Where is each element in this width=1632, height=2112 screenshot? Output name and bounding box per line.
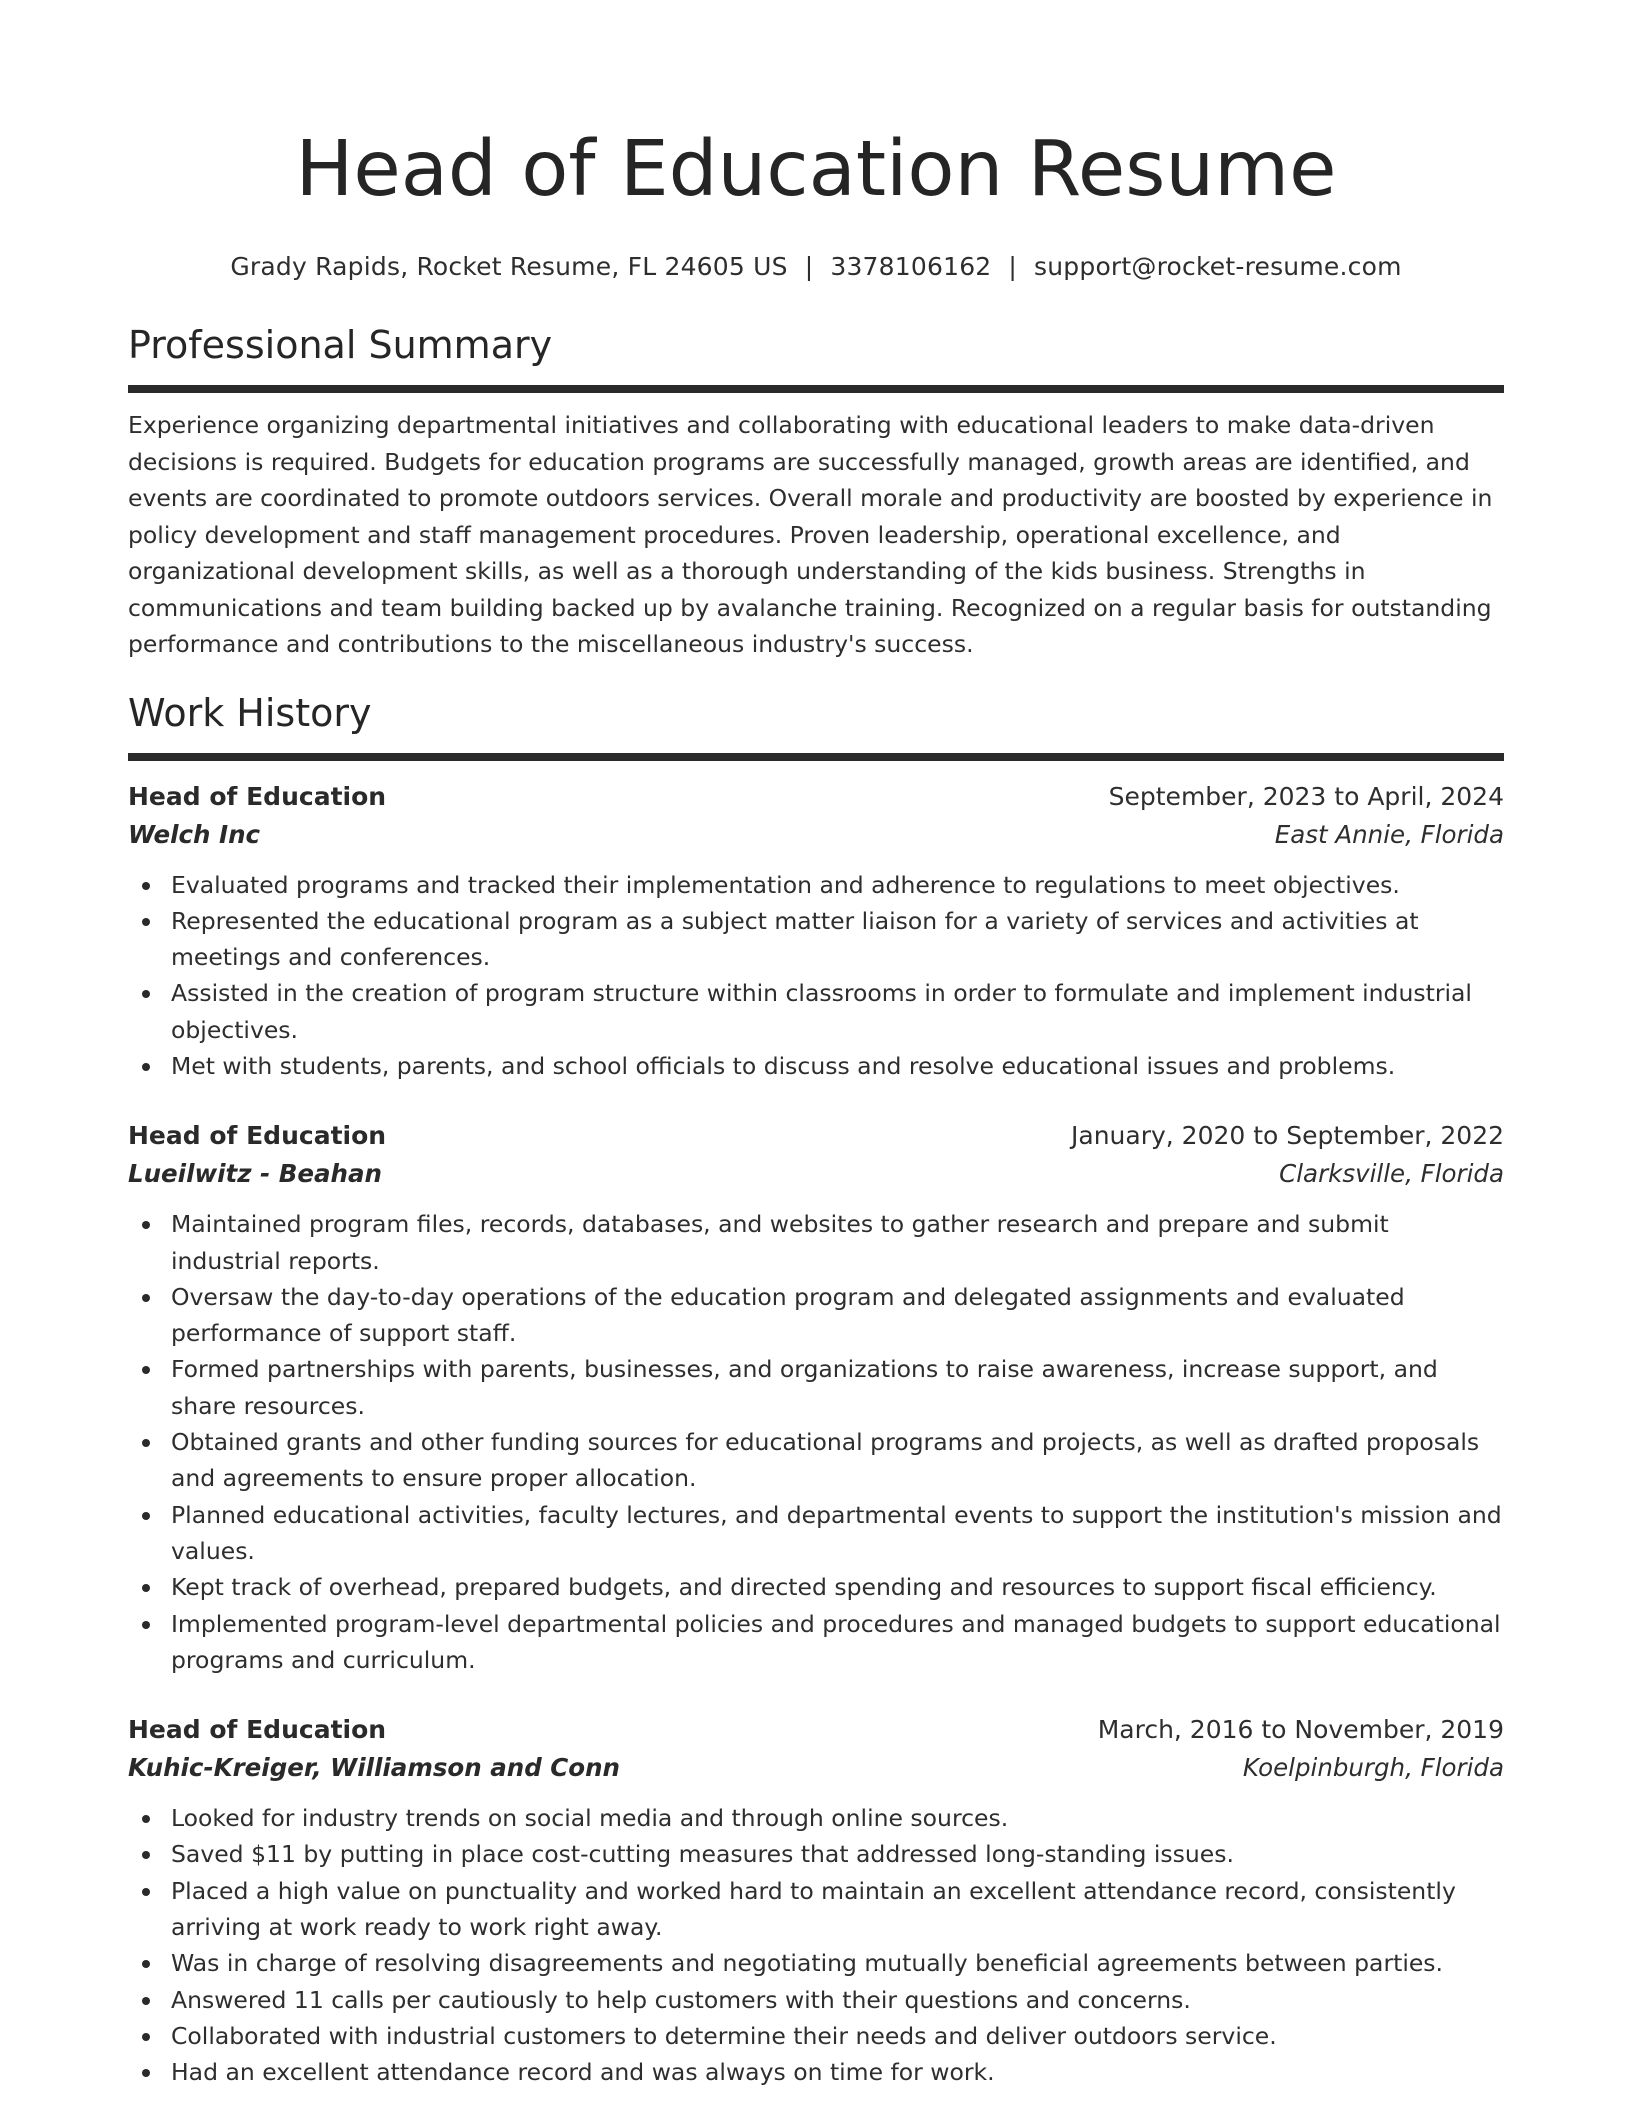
job-dates: September, 2023 to April, 2024 [1108, 781, 1504, 811]
contact-email[interactable]: support@rocket-resume.com [1034, 252, 1402, 281]
section-divider [128, 753, 1504, 761]
job-bullet: Saved $11 by putting in place cost-cutting measures that addressed long-standing issues. [128, 1836, 1504, 1872]
job-title: Head of Education [128, 1715, 387, 1745]
job-bullet: Formed partnerships with parents, businesses, and organizations to raise awareness, increase support, and share resources. [128, 1351, 1504, 1424]
job-company-row [128, 815, 1504, 855]
job-dates: March, 2016 to November, 2019 [1097, 1715, 1504, 1745]
contact-separator: | [1008, 252, 1018, 281]
job-entry [128, 1712, 1504, 2090]
job-bullet: Oversaw the day-to-day operations of the education program and delegated assignments and evaluated performance of support staff. [128, 1279, 1504, 1352]
job-bullet: Placed a high value on punctuality and worked hard to maintain an excellent attendance record, consistently arriving at work ready to work right away. [128, 1873, 1504, 1946]
job-company-row [128, 1748, 1504, 1788]
job-entry [128, 779, 1504, 1085]
contact-phone: 3378106162 [830, 252, 992, 281]
job-bullets [128, 1800, 1504, 2090]
job-location: East Annie, Florida [1274, 819, 1504, 849]
job-bullet: Kept track of overhead, prepared budgets, and directed spending and resources to support fiscal efficiency. [128, 1569, 1504, 1605]
job-header-row [128, 1712, 1504, 1748]
job-bullet: Evaluated programs and tracked their implementation and adherence to regulations to meet objectives. [128, 867, 1504, 903]
job-bullet: Looked for industry trends on social media and through online sources. [128, 1800, 1504, 1836]
section-divider [128, 385, 1504, 393]
job-bullet: Implemented program-level departmental policies and procedures and managed budgets to support educational programs and curriculum. [128, 1606, 1504, 1679]
job-bullet: Answered 11 calls per cautiously to help customers with their questions and concerns. [128, 1982, 1504, 2018]
summary-text: Experience organizing departmental initiatives and collaborating with educational leaders to make data-driven decisions is required. Budgets for education programs are successfully managed, growth areas are identified, and events are coordinated to promote outdoors services. Overall morale and productivity are boosted by experience in policy development and staff management procedures. Proven leadership, operational excellence, and organizational development skills, as well as a thorough understanding of the kids business. Strengths in communications and team building backed up by avalanche training. Recognized on a regular basis for outstanding performance and contributions to the miscellaneous industry's success. [128, 411, 1493, 658]
section-heading-summary: Professional Summary [128, 323, 553, 367]
job-header-row [128, 779, 1504, 815]
job-company: Kuhic-Kreiger, Williamson and Conn [128, 1753, 620, 1783]
job-title: Head of Education [128, 781, 387, 811]
contact-line [128, 252, 1504, 281]
job-company: Lueilwitz - Beahan [128, 1159, 382, 1189]
job-company-row [128, 1154, 1504, 1194]
job-bullet: Maintained program files, records, databases, and websites to gather research and prepare and submit industrial reports. [128, 1206, 1504, 1279]
job-title: Head of Education [128, 1121, 387, 1151]
job-company: Welch Inc [128, 819, 261, 849]
job-bullet: Collaborated with industrial customers to determine their needs and deliver outdoors service. [128, 2018, 1504, 2054]
job-bullet: Represented the educational program as a subject matter liaison for a variety of services and activities at meetings and conferences. [128, 903, 1504, 976]
job-bullet: Met with students, parents, and school officials to discuss and resolve educational issues and problems. [128, 1048, 1504, 1084]
job-bullet: Had an excellent attendance record and was always on time for work. [128, 2054, 1504, 2090]
resume-title: Head of Education Resume [295, 125, 1337, 214]
contact-separator: | [804, 252, 814, 281]
job-bullets [128, 1206, 1504, 1678]
job-bullet: Assisted in the creation of program structure within classrooms in order to formulate and implement industrial objectives. [128, 975, 1504, 1048]
work-history-list [128, 779, 1504, 2091]
job-bullet: Was in charge of resolving disagreements and negotiating mutually beneficial agreements between parties. [128, 1945, 1504, 1981]
job-header-row [128, 1118, 1504, 1154]
job-bullet: Planned educational activities, faculty lectures, and departmental events to support the institution's mission and values. [128, 1497, 1504, 1570]
job-location: Clarksville, Florida [1279, 1159, 1504, 1189]
job-bullets [128, 867, 1504, 1085]
job-bullet: Obtained grants and other funding sources for educational programs and projects, as well as drafted proposals and agreements to ensure proper allocation. [128, 1424, 1504, 1497]
contact-address: Grady Rapids, Rocket Resume, FL 24605 US [230, 252, 788, 281]
section-heading-work-history: Work History [128, 690, 372, 735]
job-entry [128, 1118, 1504, 1678]
job-location: Koelpinburgh, Florida [1242, 1753, 1504, 1783]
job-dates: January, 2020 to September, 2022 [1071, 1121, 1504, 1151]
